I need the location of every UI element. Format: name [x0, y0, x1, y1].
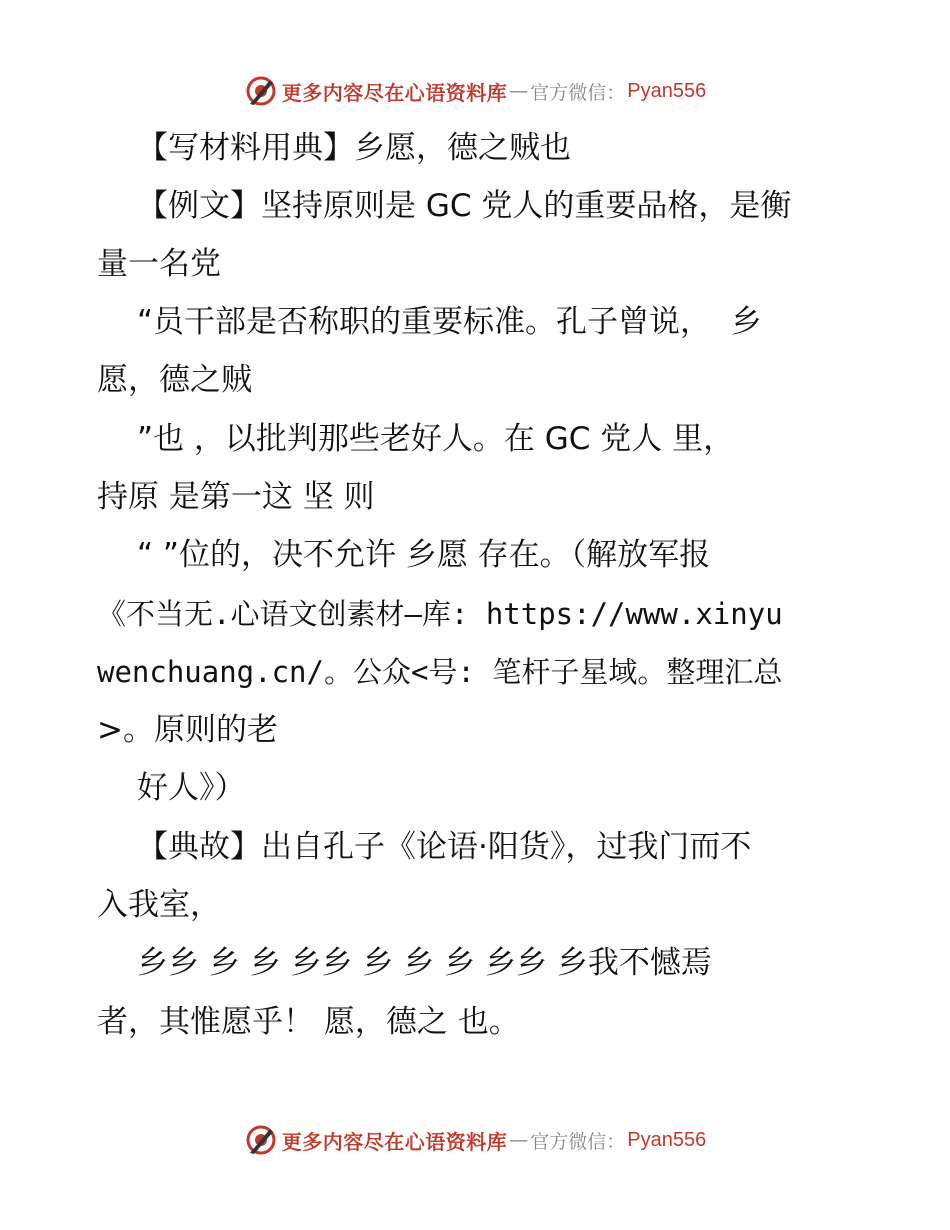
body-line: wenchuang.cn/。公众<号: 笔杆子星域。整理汇总 — [97, 655, 783, 689]
banner-separator: — — [509, 80, 529, 102]
body-line: ”也 ，以批判那些老好人。在 GC 党人 里， — [137, 421, 735, 457]
body-line: 持原 是第一这 坚 则 — [97, 479, 375, 515]
banner-title: 更多内容尽在心语资料库 — [281, 80, 508, 105]
body-line: 乡乡 乡 乡 乡乡 乡 乡 乡 乡乡 乡我不憾焉 — [137, 945, 712, 981]
body-line: 者，其惟愿乎！ 愿，德之 也。 — [97, 1004, 520, 1040]
banner-wechat-id: Pyan556 — [627, 79, 707, 102]
header-banner — [0, 71, 950, 111]
banner-wechat-id: Pyan556 — [627, 1128, 707, 1151]
quill-logo-icon — [244, 74, 278, 108]
body-line: 【例文】坚持原则是 GC 党人的重要品格，是衡 — [137, 188, 792, 224]
body-line: 《不当无.心语文创素材—库: https://www.xinyu — [97, 597, 783, 631]
footer-banner — [0, 1120, 950, 1160]
banner-wechat-label: 官方微信： — [530, 81, 626, 104]
body-line: “员干部是否称职的重要标准。孔子曾说， 乡 — [137, 304, 762, 340]
body-line: 【写材料用典】乡愿，德之贼也 — [137, 130, 571, 166]
body-line: >。原则的老 — [97, 712, 278, 748]
quill-logo-icon — [244, 1123, 278, 1157]
body-line: 量一名党 — [97, 246, 221, 282]
body-line: 好人》） — [137, 770, 246, 806]
body-line: “ ”位的，决不允许 乡愿 存在。（解放军报 — [137, 537, 711, 573]
body-line: 愿，德之贼 — [97, 362, 252, 398]
body-line: 【典故】出自孔子《论语·阳货》，过我门而不 — [137, 829, 752, 865]
banner-title: 更多内容尽在心语资料库 — [281, 1129, 508, 1154]
banner-wechat-label: 官方微信： — [530, 1130, 626, 1153]
banner-separator: — — [509, 1129, 529, 1151]
body-line: 入我室， — [97, 887, 221, 923]
